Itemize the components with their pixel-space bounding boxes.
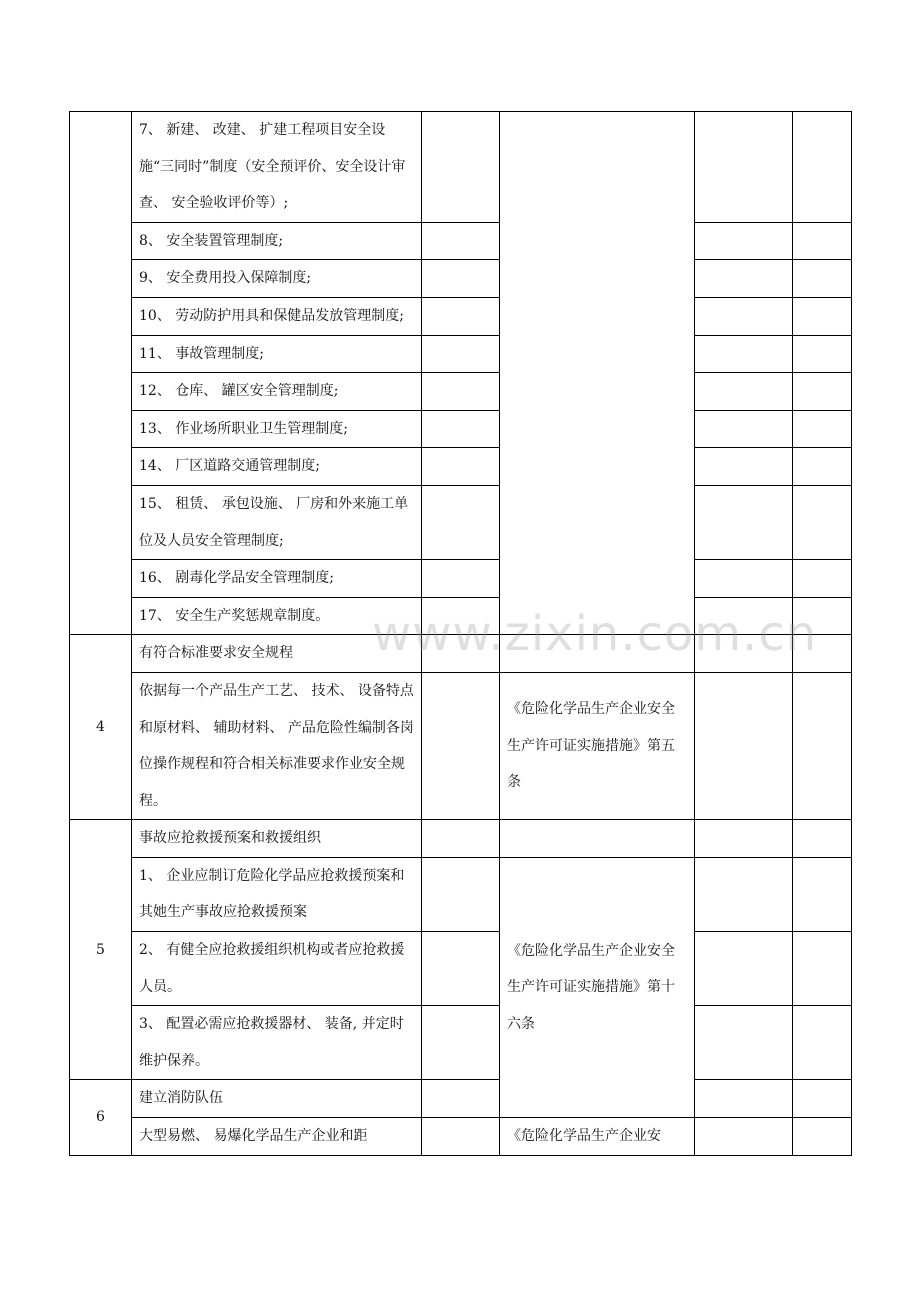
blank-cell [695, 932, 793, 1006]
blank-cell [695, 857, 793, 931]
blank-cell [793, 410, 852, 448]
table-row [70, 635, 852, 673]
table-row [70, 448, 852, 486]
item-cell: 1、 企业应制订危险化学品应抢救援预案和其她生产事故应抢救援预案 [132, 857, 422, 931]
item-cell: 16、 剧毒化学品安全管理制度; [132, 560, 422, 598]
table-row [70, 410, 852, 448]
section-number: 4 [70, 635, 132, 820]
blank-cell [695, 297, 793, 335]
blank-cell [695, 112, 793, 223]
table-row [70, 335, 852, 373]
blank-cell [695, 410, 793, 448]
item-cell: 3、 配置必需应抢救援器材、 装备, 并定时维护保养。 [132, 1006, 422, 1080]
blank-cell [695, 1118, 793, 1156]
blank-cell [422, 1118, 500, 1156]
section-heading: 有符合标准要求安全规程 [132, 635, 422, 673]
blank-cell [793, 932, 852, 1006]
blank-cell [422, 857, 500, 931]
blank-cell [793, 1080, 852, 1118]
blank-cell [793, 857, 852, 931]
item-cell: 11、 事故管理制度; [132, 335, 422, 373]
table-row [70, 1006, 852, 1080]
blank-cell [695, 448, 793, 486]
blank-cell [422, 485, 500, 559]
blank-cell [422, 297, 500, 335]
checklist-table [69, 111, 852, 1156]
item-cell: 12、 仓库、 罐区安全管理制度; [132, 373, 422, 411]
item-cell: 大型易燃、 易爆化学品生产企业和距 [132, 1118, 422, 1156]
blank-cell [422, 335, 500, 373]
blank-cell [793, 222, 852, 260]
table-row [70, 222, 852, 260]
blank-cell [422, 560, 500, 598]
table-row [70, 857, 852, 931]
blank-cell [695, 222, 793, 260]
blank-cell [695, 260, 793, 298]
blank-cell [422, 1080, 500, 1118]
table-row [70, 820, 852, 858]
table-row [70, 932, 852, 1006]
blank-cell [695, 1006, 793, 1080]
blank-cell [422, 260, 500, 298]
blank-cell [793, 820, 852, 858]
table-row [70, 260, 852, 298]
item-cell: 7、 新建、 改建、 扩建工程项目安全设施“三同时”制度（安全预评价、安全设计审查、 安全验收评价等）; [132, 112, 422, 223]
blank-cell [793, 1006, 852, 1080]
number-cell [70, 112, 132, 635]
blank-cell [695, 635, 793, 673]
blank-cell [500, 820, 695, 858]
section-number: 6 [70, 1080, 132, 1155]
blank-cell [793, 1118, 852, 1156]
blank-cell [793, 373, 852, 411]
basis-cell: 《危险化学品生产企业安 [500, 1118, 695, 1156]
item-cell: 8、 安全装置管理制度; [132, 222, 422, 260]
blank-cell [422, 448, 500, 486]
item-cell: 2、 有健全应抢救援组织机构或者应抢救援人员。 [132, 932, 422, 1006]
blank-cell [793, 485, 852, 559]
item-cell: 10、 劳动防护用具和保健品发放管理制度; [132, 297, 422, 335]
blank-cell [500, 635, 695, 673]
blank-cell [422, 672, 500, 819]
item-cell: 依据每一个产品生产工艺、 技术、 设备特点和原材料、 辅助材料、 产品危险性编制各岗位操作规程和符合相关标准要求作业安全规程。 [132, 672, 422, 819]
item-cell: 14、 厂区道路交通管理制度; [132, 448, 422, 486]
table-row [70, 485, 852, 559]
blank-cell [793, 260, 852, 298]
blank-cell [695, 485, 793, 559]
blank-cell [793, 448, 852, 486]
blank-cell [793, 635, 852, 673]
blank-cell [695, 672, 793, 819]
table-row [70, 297, 852, 335]
blank-cell [422, 932, 500, 1006]
blank-cell [695, 335, 793, 373]
item-cell: 13、 作业场所职业卫生管理制度; [132, 410, 422, 448]
item-cell: 17、 安全生产奖惩规章制度。 [132, 597, 422, 635]
blank-cell [695, 1080, 793, 1118]
table-row [70, 112, 852, 223]
blank-cell [695, 560, 793, 598]
blank-cell [422, 112, 500, 223]
blank-cell [422, 1006, 500, 1080]
basis-cell [500, 112, 695, 635]
section-heading: 建立消防队伍 [132, 1080, 422, 1118]
table-row [70, 1080, 852, 1118]
blank-cell [793, 112, 852, 223]
blank-cell [793, 672, 852, 819]
section-number: 5 [70, 820, 132, 1080]
item-cell: 9、 安全费用投入保障制度; [132, 260, 422, 298]
blank-cell [793, 597, 852, 635]
section-heading: 事故应抢救援预案和救援组织 [132, 820, 422, 858]
blank-cell [695, 597, 793, 635]
blank-cell [793, 335, 852, 373]
item-cell: 15、 租赁、 承包设施、 厂房和外来施工单位及人员安全管理制度; [132, 485, 422, 559]
blank-cell [793, 297, 852, 335]
table-row [70, 373, 852, 411]
table-row [70, 1118, 852, 1156]
table-row [70, 672, 852, 819]
blank-cell [793, 560, 852, 598]
blank-cell [422, 635, 500, 673]
blank-cell [422, 597, 500, 635]
blank-cell [695, 820, 793, 858]
watermark: www.zixin.com.cn [372, 606, 818, 662]
blank-cell [695, 373, 793, 411]
blank-cell [422, 222, 500, 260]
table-row [70, 597, 852, 635]
blank-cell [422, 820, 500, 858]
blank-cell [422, 410, 500, 448]
table-row [70, 560, 852, 598]
basis-cell: 《危险化学品生产企业安全生产许可证实施措施》第五条 [500, 672, 695, 819]
basis-cell: 《危险化学品生产企业安全生产许可证实施措施》第十六条 [500, 857, 695, 1117]
blank-cell [422, 373, 500, 411]
